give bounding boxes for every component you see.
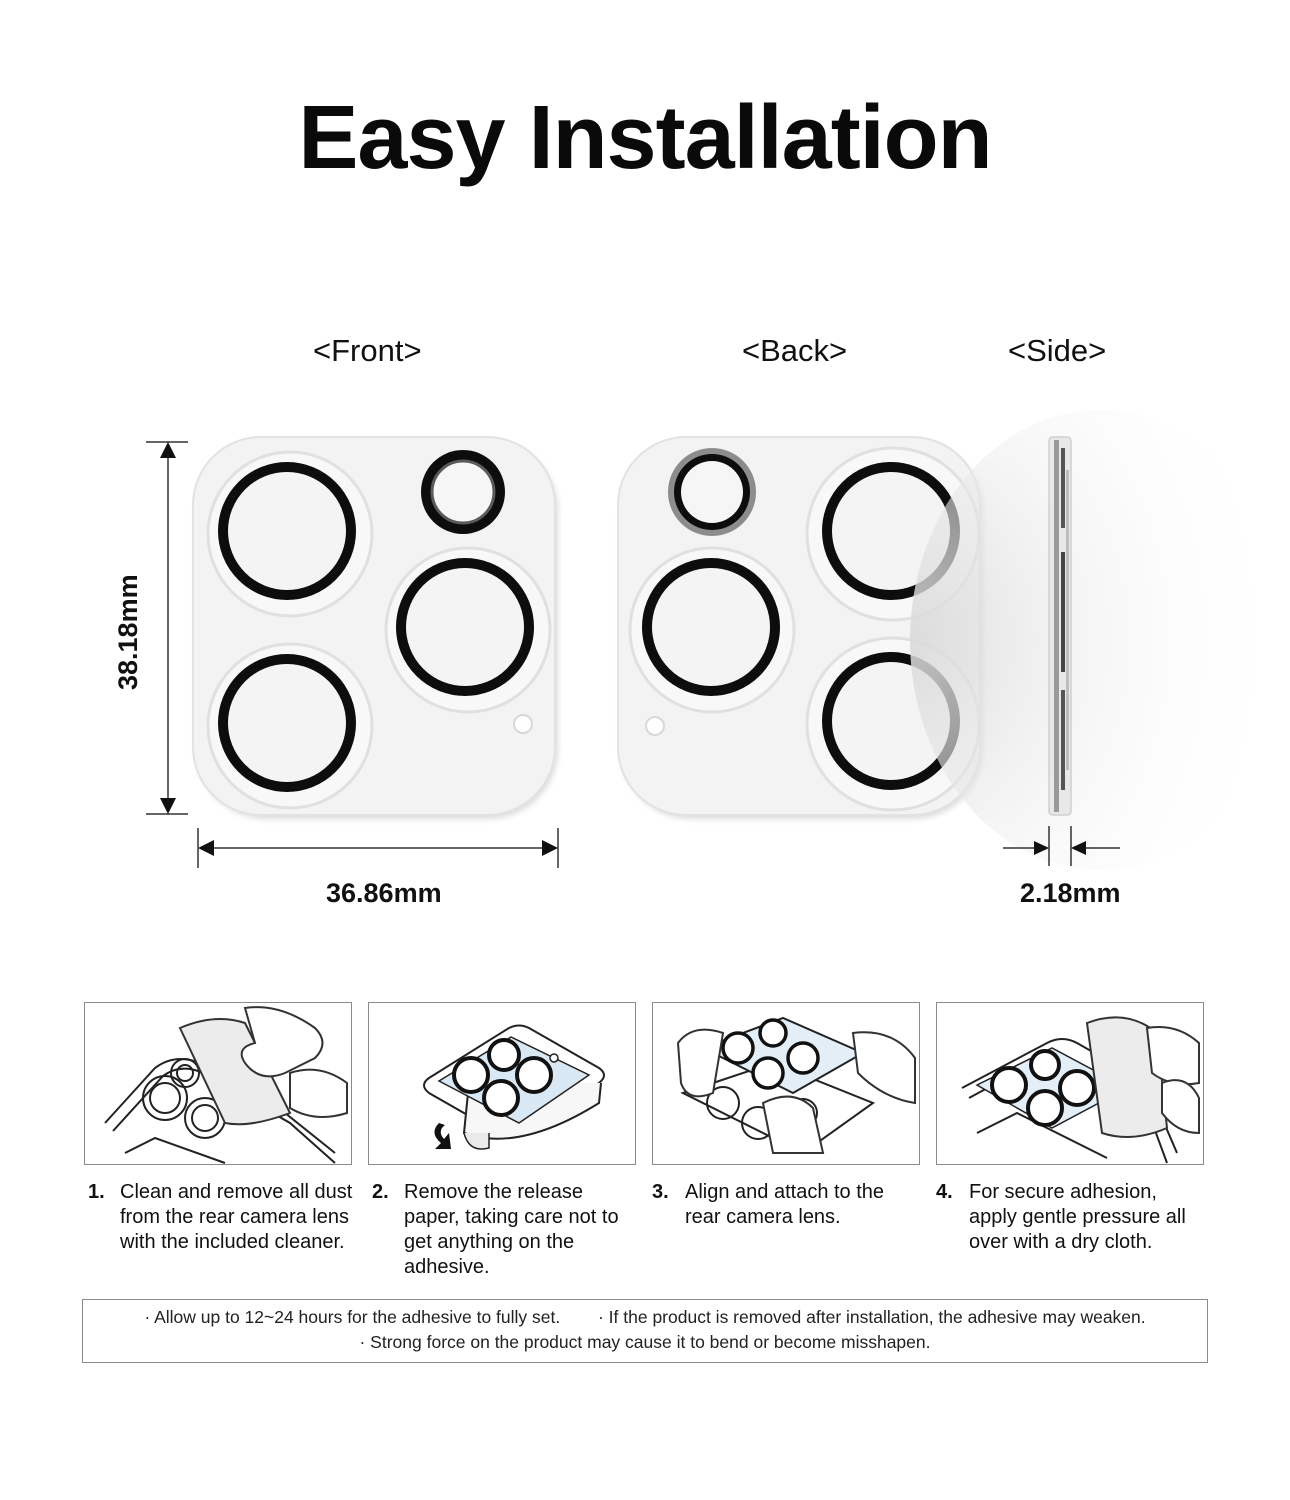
height-value: 38.18mm — [113, 574, 143, 690]
height-dimension — [146, 442, 188, 814]
step-4-text: For secure adhesion, apply gentle pressure all over with a dry cloth. — [969, 1181, 1186, 1253]
step-2-number: 2. — [372, 1181, 389, 1203]
back-label: <Back> — [742, 333, 848, 368]
note-adhesive-weaken: · If the product is removed after installation, the adhesive may weaken. — [597, 1307, 1146, 1327]
step-1-number: 1. — [88, 1181, 105, 1203]
step-2-illustration — [368, 1002, 636, 1165]
step-4-illustration — [936, 1002, 1204, 1165]
note-adhesive-set: · Allow up to 12~24 hours for the adhesive to fully set. — [144, 1307, 561, 1327]
step-4-number: 4. — [936, 1181, 953, 1203]
step-1-illustration — [84, 1002, 352, 1165]
notes-box — [82, 1299, 1208, 1363]
note-bend-warning: · Strong force on the product may cause it to bend or become misshapen. — [359, 1332, 931, 1352]
step-3-illustration — [652, 1002, 920, 1165]
notes-line-1 — [83, 1306, 1207, 1328]
step-2-text: Remove the release paper, taking care not to get anything on the adhesive. — [404, 1181, 619, 1278]
front-plate — [193, 437, 558, 819]
thickness-value: 2.18mm — [1020, 878, 1121, 908]
side-label: <Side> — [1008, 333, 1107, 368]
page-title: Easy Installation — [298, 88, 992, 188]
width-dimension — [198, 828, 558, 868]
step-3-number: 3. — [652, 1181, 669, 1203]
step-1-text: Clean and remove all dust from the rear camera lens with the included cleaner. — [120, 1181, 353, 1253]
width-value: 36.86mm — [326, 878, 442, 908]
side-view — [910, 410, 1290, 870]
front-label: <Front> — [313, 333, 422, 368]
step-3-text: Align and attach to the rear camera lens. — [685, 1181, 885, 1228]
